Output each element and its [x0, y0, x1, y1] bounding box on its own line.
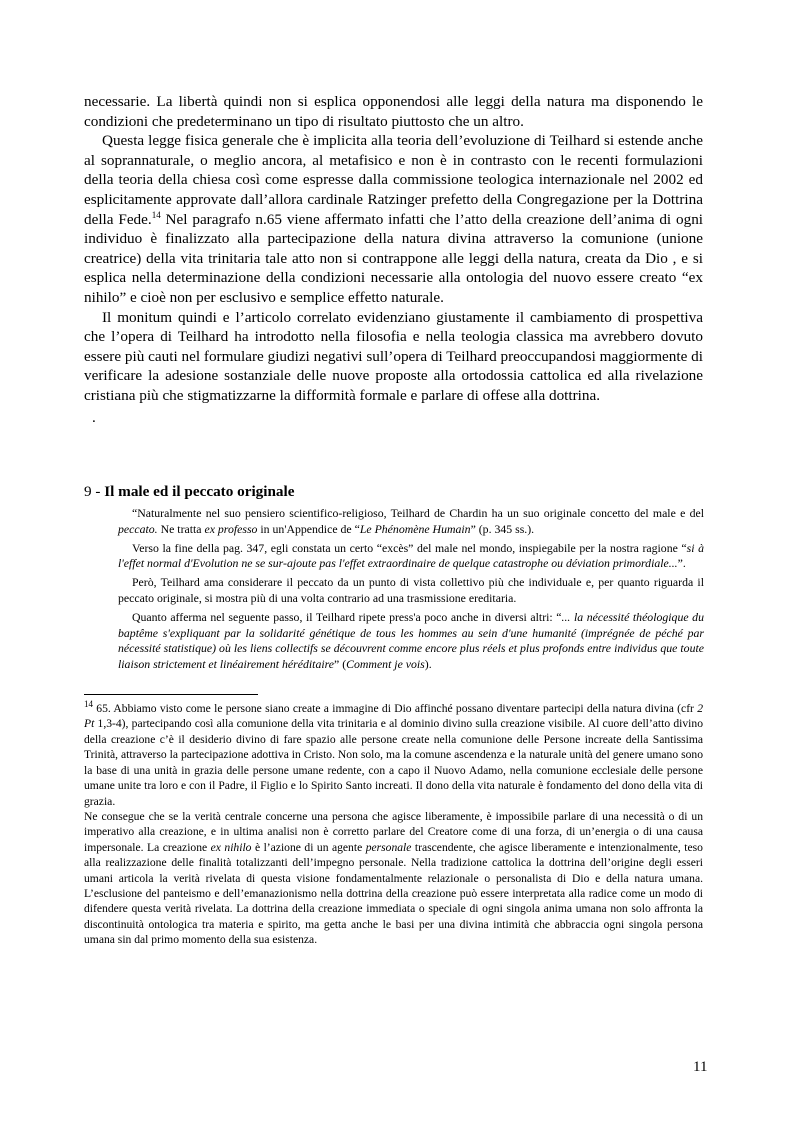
footnote-2-text-a: Ne consegue che se la verità centrale concerne una persona che agisce liberamente, è impossibile parlare di una necessità o di un imperativo alla creazione, e in ultima analisi non è corretto parlare del Creatore come di una forza, di un’energia o di una causa impersonale. La creazione [84, 809, 703, 854]
paragraph-2 [84, 131, 703, 307]
section-number: 9 - [84, 483, 105, 501]
footnote-1-italic: 2 Pt [84, 702, 703, 731]
footnote-14-paragraph-1 [84, 701, 703, 809]
footnotes [84, 701, 703, 948]
quote-4-italic: ... la nécessité théologique du baptême s'expliquant par la solidarité génétique de tous les hommes au sein d'une humanité (imprégnée de péché par nécessité statistique) où les liens collectifs se découvrent comme encore plus réels et plus profonds entre individus que toute liaison strictement et linéairement héréditaire [118, 609, 704, 672]
footnote-2-italic-b: personale [365, 840, 412, 854]
quote-paragraph-4 [118, 610, 704, 673]
paragraph-1: necessarie. La libertà quindi non si esplica opponendosi alle leggi della natura ma disponendo le condizioni che predeterminano un tipo di risultato piuttosto che un altro. [84, 93, 703, 130]
paragraph-2-text-a: Questa legge fisica generale che è implicita alla teoria dell’evoluzione di Teilhard si estende anche al soprannaturale, o meglio ancora, al metafisico e non è in contrasto con le recenti formulazioni della teoria della chiesa così come espresse dalla commissione teologica internazionale nel 2002 ed esplicitamente approvate dall’allora cardinale Ratzinger prefetto della Congregazione per la Dottrina della Fede. [84, 132, 703, 228]
quote-4-italic-b: Comment je vois [346, 657, 425, 672]
footnote-number: 14 [84, 699, 93, 710]
footnote-ref-14[interactable]: 14 [151, 209, 161, 220]
quote-1-italic-c: Le Phénomène Humain [359, 521, 471, 536]
footnote-2-text-c: trascendente, che agisce liberamente e intenzionalmente, teso alla realizzazione delle finalità totalizzanti dell’impegno personale. Nella tradizione cattolica la dottrina dell’origine degli esseri umani articola la verità rivelata di questa visione fondamentalmente relazionale o personalista di Dio e della natura umana. L’esclusione del panteismo e dell’emanazionismo nella dottrina della creazione può essere interpretata alla radice come un modo di difendere questa verità rivelata. La dottrina della creazione immediata o speciale di ogni singola anima umana non solo affronta la discontinuità ontologica tra materia e spirito, ma getta anche le basi per una divina intimità che abbraccia ogni singola persona umana sin dal primo momento della sua esistenza. [84, 840, 703, 947]
footnote-1-text-a: 65. Abbiamo visto come le persone siano create a immagine di Dio affinché possano diventare partecipi della natura divina (cfr [93, 702, 698, 716]
quote-1-text-b: Ne tratta [157, 521, 205, 536]
section-heading [84, 482, 703, 502]
quote-paragraph-2 [118, 541, 704, 573]
quote-1-text-a: “Naturalmente nel suo pensiero scientifico-religioso, Teilhard de Chardin ha un suo originale concetto del male e del [132, 506, 704, 521]
stray-dot: . [92, 408, 96, 426]
footnote-divider [84, 694, 258, 695]
quote-1-italic-a: peccato. [118, 521, 158, 536]
quote-paragraph-3: Però, Teilhard ama considerare il peccato da un punto di vista collettivo più che individuale e, per quanto riguarda il peccato originale, si mostra più di una volta contrario ad una trasmissione ereditaria. [118, 575, 704, 606]
footnote-2-italic-a: ex nihilo [210, 840, 252, 854]
footnote-2-text-b: è l’azione di un agente [251, 840, 366, 854]
section-title: Il male ed il peccato originale [104, 483, 295, 501]
quote-4-text-c: ). [424, 657, 432, 672]
footnote-1-text-b: 1,3-4), partecipando così alla comunione della vita trinitaria e al dominio divino sulla creazione visibile. Al cuore dell’atto divino della creazione c’è il desiderio divino di fare spazio alle persone create nella comunione delle Persone increate della Santissima Trinità, attraverso la partecipazione adottiva in Cristo. Non solo, ma la comune ascendenza e la naturale unità del genere umano sono la base di una unità in grazia delle persone umane redente, con a capo il Nuovo Adamo, nella comunione ecclesiale delle persone umane unite tra loro e con il Padre, il Figlio e lo Spirito Santo increati. Il dono della vita naturale è fondamento del dono della vita di grazia. [84, 717, 703, 808]
quote-1-text-d: ” (p. 345 ss.). [470, 521, 535, 536]
page-number: 11 [693, 1059, 708, 1075]
quote-1-text-c: in un'Appendice de “ [257, 521, 360, 536]
paragraph-2-text-b: Nel paragrafo n.65 viene affermato infatti che l’atto della creazione dell’anima di ogni individuo è finalizzato alla partecipazione della natura divina attraverso la comunione (unione creatrice) della vita trinitaria tale atto non si contrappone alle leggi della natura, creata da Dio , e si esplica nella determinazione della condizioni necessarie alla ontologia del nuovo essere creato “ex nihilo” e cioè non per esclusivo e semplice effetto naturale. [84, 210, 704, 306]
block-quote [118, 506, 704, 673]
quote-paragraph-1 [118, 506, 704, 538]
quote-4-text-b: ” ( [334, 657, 347, 672]
paragraph-3: Il monitum quindi e l’articolo correlato evidenziano giustamente il cambiamento di prospettiva che l’opera di Teilhard ha introdotto nella filosofia e nella teologia classica ma avrebbero dovuto essere più cauti nel formulare giudizi negativi sull’opera di Teilhard preoccupandosi maggiormente di verificare la adesione sostanziale delle nuove proposte alla ortodossia cattolica ed alla rivelazione cristiana più che stigmatizzarne la difformità formale e parlare di offese alla dottrina. [84, 308, 703, 404]
quote-2-text-b: ”. [677, 556, 686, 571]
footnote-14-paragraph-2 [84, 809, 703, 948]
quote-2-italic: si à l'effet normal d'Evolution ne se sur-ajoute pas l'effet extraordinaire de quelque catastrophe ou déviation primordiale... [118, 540, 704, 571]
quote-4-text-a: Quanto afferma nel seguente passo, il Teilhard ripete press'a poco anche in diversi altri: “ [132, 609, 562, 624]
quote-1-italic-b: ex professo [204, 521, 258, 536]
page-body [84, 92, 703, 948]
quote-2-text-a: Verso la fine della pag. 347, egli constata un certo “excès” del male nel mondo, inspiegabile per la nostra ragione “ [132, 540, 687, 555]
